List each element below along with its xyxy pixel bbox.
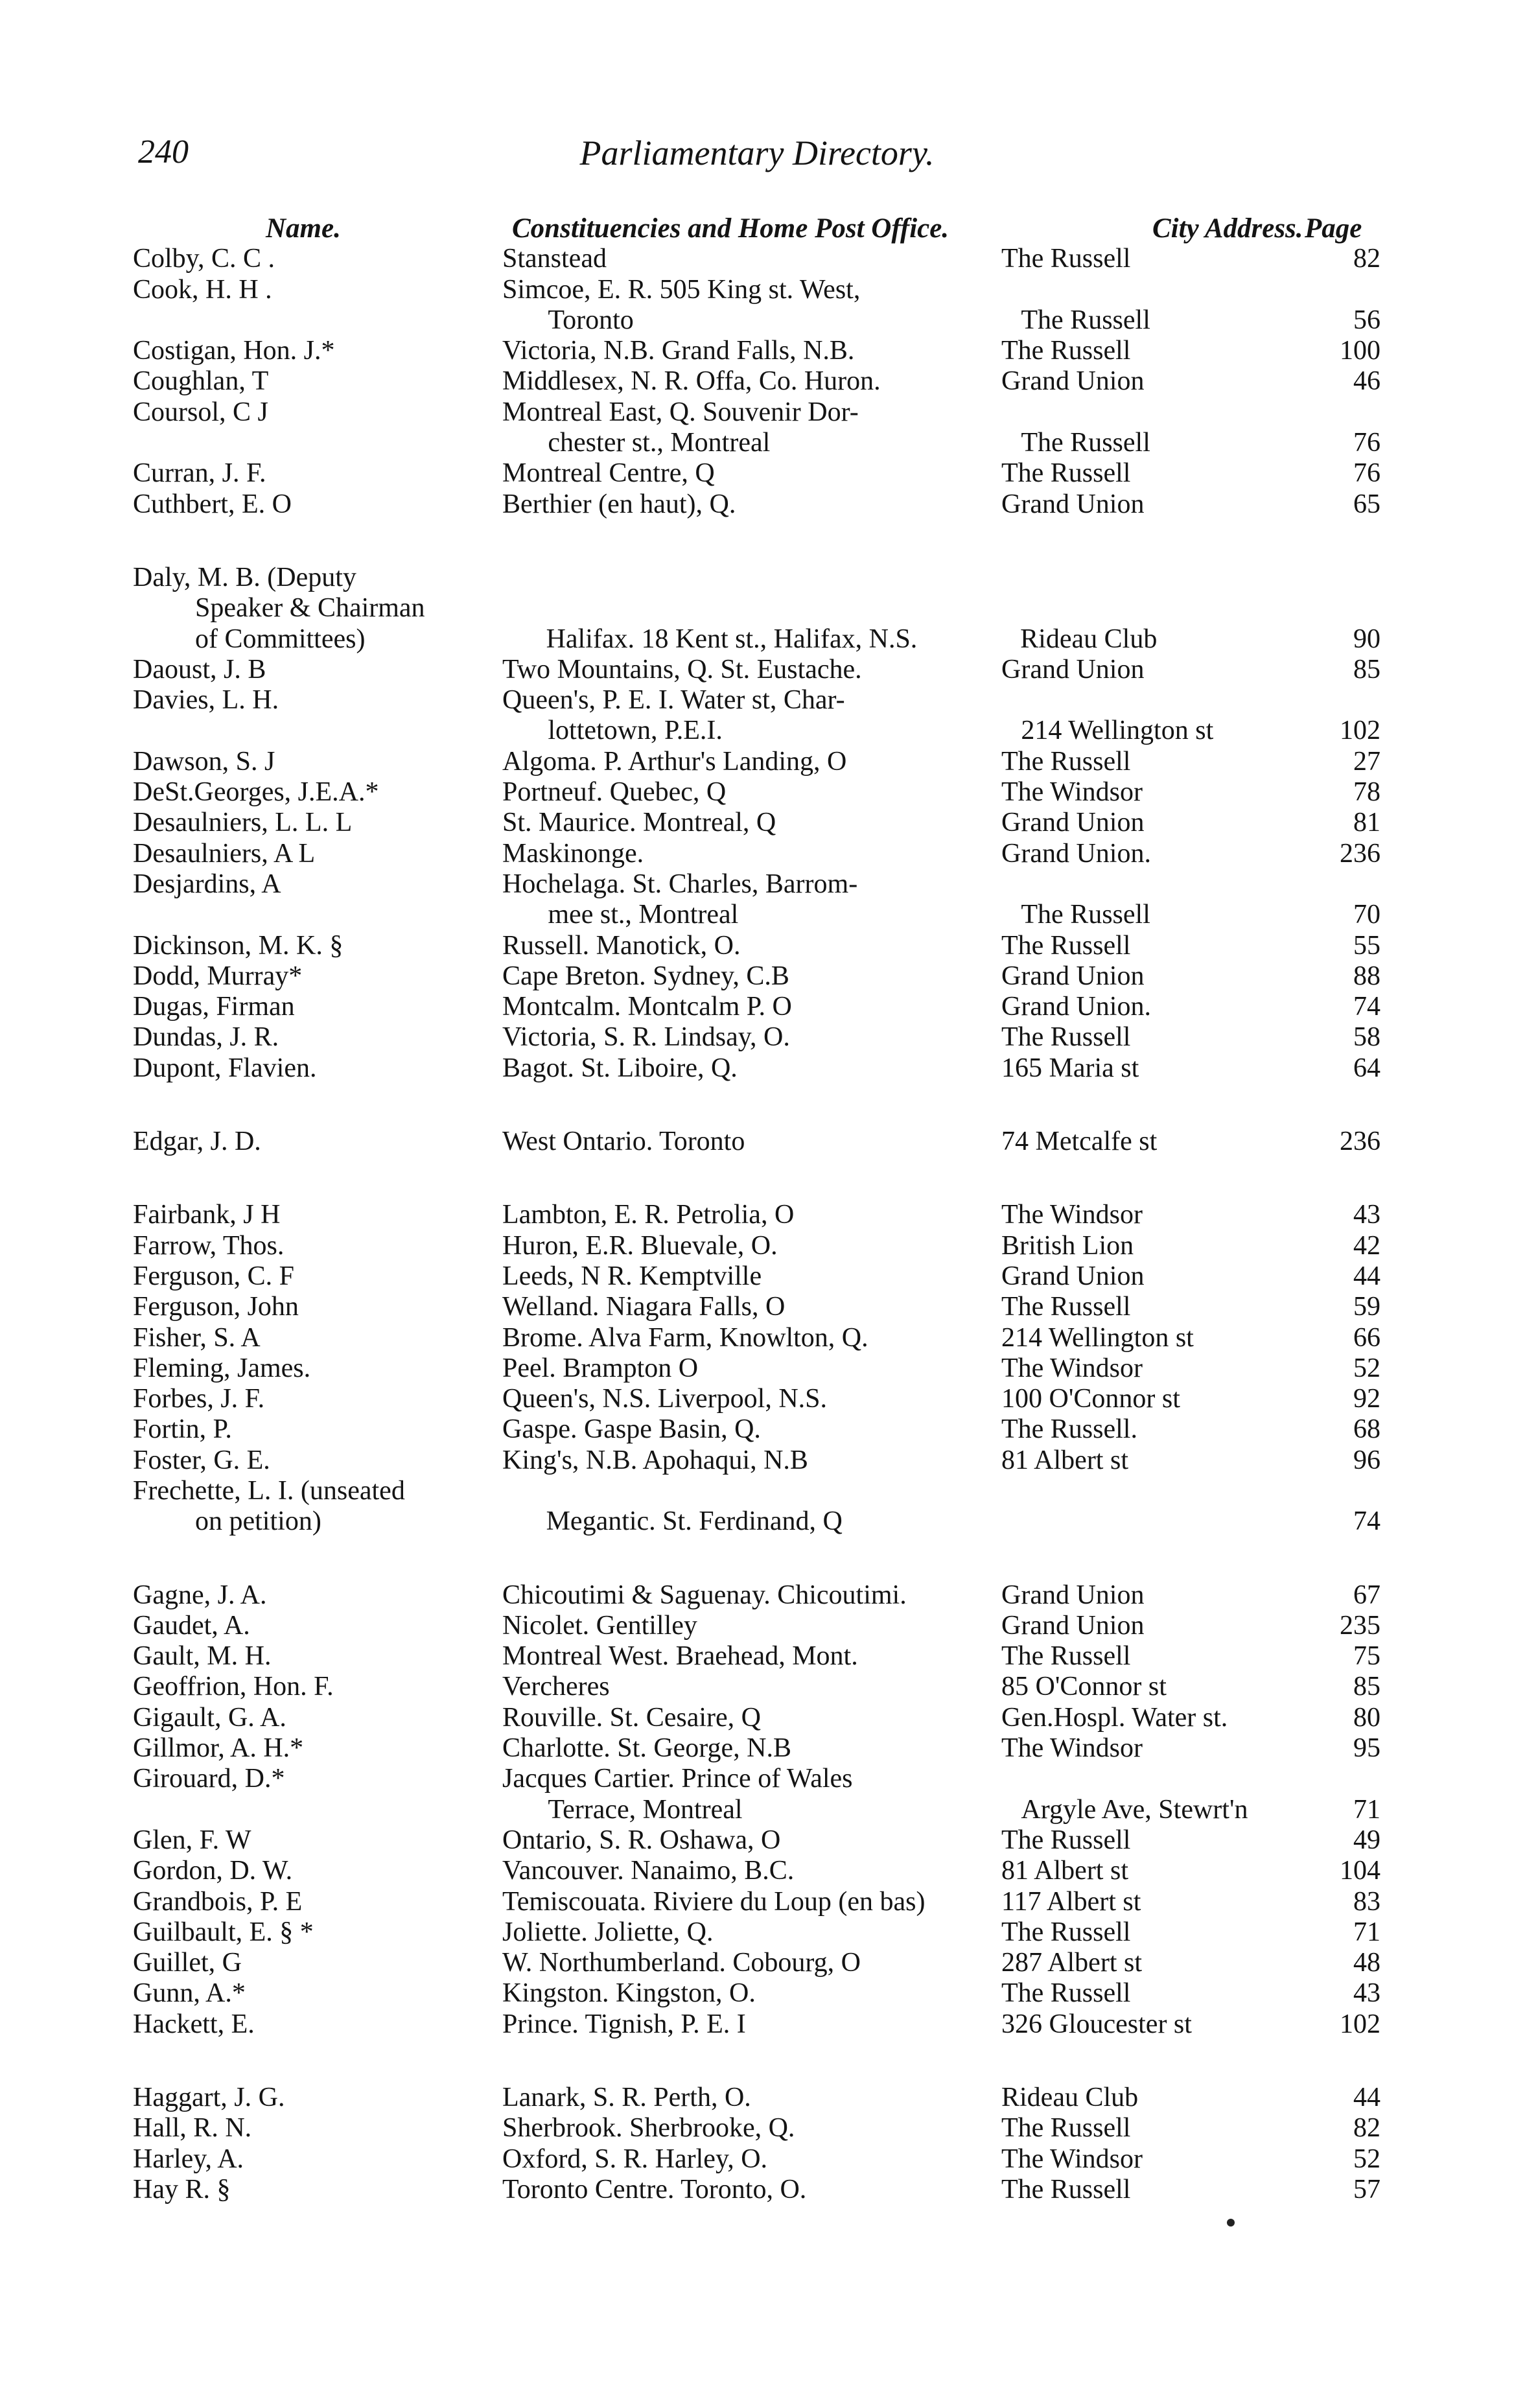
directory-row xyxy=(133,336,1380,366)
page-ref: 64 xyxy=(1353,1053,1380,1083)
city-address: The Russell xyxy=(1001,746,1131,777)
member-name: Harley, A. xyxy=(133,2144,244,2174)
constituency: Maskinonge. xyxy=(502,838,644,869)
constituency: Portneuf. Quebec, Q xyxy=(502,777,727,808)
page-ref: 74 xyxy=(1353,1506,1380,1537)
directory-row xyxy=(133,1292,1380,1322)
member-name: Grandbois, P. E xyxy=(133,1886,303,1917)
directory-row xyxy=(133,1611,1380,1641)
constituency: Russell. Manotick, O. xyxy=(502,930,741,961)
page-ref: 81 xyxy=(1353,808,1380,838)
constituency: Vancouver. Nanaimo, B.C. xyxy=(502,1856,795,1886)
directory-row xyxy=(133,1414,1380,1445)
city-address: The Windsor xyxy=(1001,1200,1143,1230)
member-name: Gaudet, A. xyxy=(133,1610,250,1641)
page-ref: 44 xyxy=(1353,2083,1380,2113)
constituency: Oxford, S. R. Harley, O. xyxy=(502,2144,768,2174)
column-header-page: Page xyxy=(1305,213,1362,244)
ink-speck xyxy=(1227,2219,1235,2227)
directory-row xyxy=(133,1702,1380,1733)
page-ref: 58 xyxy=(1353,1022,1380,1053)
page-ref: 52 xyxy=(1353,1353,1380,1383)
section-gap xyxy=(133,1084,1380,1127)
page-ref: 96 xyxy=(1353,1445,1380,1475)
constituency: Stanstead xyxy=(502,244,607,274)
directory-row xyxy=(133,1917,1380,1948)
city-address: 214 Wellington st xyxy=(1021,716,1214,746)
directory-row xyxy=(133,2083,1380,2113)
directory-row xyxy=(133,685,1380,716)
page-ref: 55 xyxy=(1353,930,1380,961)
member-name: Hackett, E. xyxy=(133,2009,255,2039)
page-ref: 57 xyxy=(1353,2174,1380,2204)
page-ref: 88 xyxy=(1353,961,1380,991)
directory-row xyxy=(133,305,1380,336)
directory-row xyxy=(133,1384,1380,1414)
member-name: Haggart, J. G. xyxy=(133,2083,285,2113)
page-ref: 59 xyxy=(1353,1292,1380,1322)
member-name: Guillet, G xyxy=(133,1948,242,1978)
page-ref: 102 xyxy=(1340,2009,1380,2039)
member-name: Dundas, J. R. xyxy=(133,1022,279,1053)
directory-row xyxy=(133,1506,1380,1537)
directory-row xyxy=(133,746,1380,777)
page-ref: 71 xyxy=(1353,1794,1381,1825)
constituency: lottetown, P.E.I. xyxy=(548,716,723,746)
constituency: Toronto Centre. Toronto, O. xyxy=(502,2174,807,2204)
city-address: The Russell xyxy=(1001,930,1131,961)
city-address: 287 Albert st xyxy=(1001,1948,1142,1978)
city-address: Grand Union xyxy=(1001,1580,1145,1610)
city-address: Grand Union xyxy=(1001,961,1145,991)
page-ref: 95 xyxy=(1353,1733,1380,1764)
city-address: Argyle Ave, Stewrt'n xyxy=(1021,1794,1248,1825)
member-name: Edgar, J. D. xyxy=(133,1127,261,1157)
constituency: St. Maurice. Montreal, Q xyxy=(502,808,776,838)
directory-row xyxy=(133,1322,1380,1353)
directory-row xyxy=(133,1445,1380,1475)
constituency: Prince. Tignish, P. E. I xyxy=(502,2009,746,2039)
page-ref: 48 xyxy=(1353,1948,1380,1978)
city-address: The Russell xyxy=(1021,428,1150,458)
page-ref: 85 xyxy=(1353,654,1380,684)
page-ref: 56 xyxy=(1353,305,1381,335)
member-name: Hall, R. N. xyxy=(133,2113,252,2144)
member-name: on petition) xyxy=(195,1506,321,1537)
member-name: Gagne, J. A. xyxy=(133,1580,267,1610)
constituency: Megantic. St. Ferdinand, Q xyxy=(546,1506,843,1537)
member-name: Gunn, A.* xyxy=(133,1978,246,2009)
directory-row xyxy=(133,900,1380,930)
page-ref: 75 xyxy=(1353,1641,1380,1672)
constituency: Jacques Cartier. Prince of Wales xyxy=(502,1764,853,1794)
directory-row xyxy=(133,1641,1380,1672)
directory-row xyxy=(133,397,1380,427)
page-ref: 42 xyxy=(1353,1230,1380,1261)
section-gap xyxy=(133,1157,1380,1200)
constituency: Lanark, S. R. Perth, O. xyxy=(502,2083,751,2113)
constituency: Montcalm. Montcalm P. O xyxy=(502,992,792,1022)
page-ref: 67 xyxy=(1353,1580,1380,1610)
directory-row xyxy=(133,1476,1380,1506)
constituency: Queen's, P. E. I. Water st, Char- xyxy=(502,685,845,716)
page-ref: 43 xyxy=(1353,1200,1380,1230)
constituency: Vercheres xyxy=(502,1672,610,1702)
directory-row xyxy=(133,777,1380,808)
constituency: Gaspe. Gaspe Basin, Q. xyxy=(502,1414,761,1445)
constituency: Algoma. P. Arthur's Landing, O xyxy=(502,746,847,777)
directory-row xyxy=(133,1948,1380,1978)
section-gap xyxy=(133,520,1380,563)
city-address: Grand Union xyxy=(1001,654,1145,684)
city-address: The Russell xyxy=(1001,2113,1131,2144)
directory-row xyxy=(133,1230,1380,1261)
constituency: Chicoutimi & Saguenay. Chicoutimi. xyxy=(502,1580,907,1610)
directory-row xyxy=(133,244,1380,274)
constituency: Montreal West. Braehead, Mont. xyxy=(502,1641,858,1672)
page-ref: 43 xyxy=(1353,1978,1380,2009)
constituency: West Ontario. Toronto xyxy=(502,1127,745,1157)
member-name: Ferguson, John xyxy=(133,1292,299,1322)
page-ref: 236 xyxy=(1340,1127,1380,1157)
directory-row xyxy=(133,2175,1380,2205)
member-name: Coughlan, T xyxy=(133,366,269,397)
city-address: The Russell xyxy=(1001,2174,1131,2204)
city-address: The Russell xyxy=(1021,305,1150,335)
constituency: Cape Breton. Sydney, C.B xyxy=(502,961,789,991)
member-name: Geoffrion, Hon. F. xyxy=(133,1672,334,1702)
member-name: Dodd, Murray* xyxy=(133,961,303,991)
member-name: Guilbault, E. § * xyxy=(133,1917,314,1947)
member-name: Fisher, S. A xyxy=(133,1322,261,1353)
member-name: Frechette, L. I. (unseated xyxy=(133,1475,405,1506)
constituency: Middlesex, N. R. Offa, Co. Huron. xyxy=(502,366,881,397)
directory-row xyxy=(133,1261,1380,1292)
member-name: Gault, M. H. xyxy=(133,1641,272,1672)
page-ref: 82 xyxy=(1353,244,1380,274)
directory-row xyxy=(133,489,1380,519)
city-address: Grand Union. xyxy=(1001,992,1151,1022)
running-title: Parliamentary Directory. xyxy=(579,134,935,172)
member-name: Curran, J. F. xyxy=(133,458,266,489)
city-address: Grand Union. xyxy=(1001,838,1151,869)
directory-row xyxy=(133,930,1380,961)
city-address: The Russell xyxy=(1001,1978,1131,2009)
page-ref: 104 xyxy=(1340,1856,1380,1886)
city-address: The Russell xyxy=(1001,244,1131,274)
member-name: Gillmor, A. H.* xyxy=(133,1733,304,1764)
section-gap xyxy=(133,2040,1380,2083)
directory-row xyxy=(133,1978,1380,2009)
directory-row xyxy=(133,2144,1380,2174)
member-name: Cuthbert, E. O xyxy=(133,489,292,519)
directory-row xyxy=(133,1825,1380,1856)
page-ref: 49 xyxy=(1353,1825,1380,1855)
page-ref: 68 xyxy=(1353,1414,1380,1445)
constituency: Kingston. Kingston, O. xyxy=(502,1978,756,2009)
page-ref: 100 xyxy=(1340,336,1380,366)
city-address: 74 Metcalfe st xyxy=(1001,1127,1158,1157)
directory-row xyxy=(133,1764,1380,1794)
member-name: Daly, M. B. (Deputy xyxy=(133,562,356,592)
member-name: Fleming, James. xyxy=(133,1353,311,1383)
constituency: Ontario, S. R. Oshawa, O xyxy=(502,1825,781,1855)
constituency: chester st., Montreal xyxy=(548,428,771,458)
constituency: Montreal Centre, Q xyxy=(502,458,715,489)
directory-row xyxy=(133,655,1380,685)
directory-row xyxy=(133,1794,1380,1825)
directory-row xyxy=(133,1127,1380,1157)
member-name: Glen, F. W xyxy=(133,1825,251,1855)
constituency: Nicolet. Gentilley xyxy=(502,1610,697,1641)
city-address: Grand Union xyxy=(1001,1610,1145,1641)
constituency: King's, N.B. Apohaqui, N.B xyxy=(502,1445,808,1475)
page-ref: 102 xyxy=(1340,716,1381,746)
constituency: Queen's, N.S. Liverpool, N.S. xyxy=(502,1384,828,1414)
page-ref: 85 xyxy=(1353,1672,1380,1702)
constituency: Welland. Niagara Falls, O xyxy=(502,1292,786,1322)
member-name: Daoust, J. B xyxy=(133,654,266,684)
directory-row xyxy=(133,366,1380,397)
member-name: Desaulniers, A L xyxy=(133,838,316,869)
section-gap xyxy=(133,1537,1380,1580)
city-address: The Russell xyxy=(1001,1641,1131,1672)
member-name: Davies, L. H. xyxy=(133,685,279,716)
city-address: The Russell xyxy=(1001,1022,1131,1053)
directory-row xyxy=(133,274,1380,305)
page-ref: 44 xyxy=(1353,1261,1380,1291)
city-address: Grand Union xyxy=(1001,366,1145,397)
city-address: The Russell xyxy=(1001,1917,1131,1947)
city-address: The Russell xyxy=(1021,900,1150,930)
constituency: Terrace, Montreal xyxy=(548,1794,743,1825)
page-ref: 66 xyxy=(1353,1322,1380,1353)
city-address: Rideau Club xyxy=(1020,624,1158,654)
constituency: Temiscouata. Riviere du Loup (en bas) xyxy=(502,1886,926,1917)
page-ref: 92 xyxy=(1353,1384,1380,1414)
page-ref: 76 xyxy=(1353,428,1381,458)
page-ref: 52 xyxy=(1353,2144,1380,2174)
member-name: Hay R. § xyxy=(133,2174,231,2204)
member-name: Dupont, Flavien. xyxy=(133,1053,317,1083)
directory-listing xyxy=(133,244,1380,2205)
city-address: Gen.Hospl. Water st. xyxy=(1001,1702,1228,1733)
directory-row xyxy=(133,1200,1380,1230)
constituency: Berthier (en haut), Q. xyxy=(502,489,736,519)
city-address: The Windsor xyxy=(1001,2144,1143,2174)
page-ref: 65 xyxy=(1353,489,1380,519)
city-address: Rideau Club xyxy=(1001,2083,1139,2113)
city-address: The Russell xyxy=(1001,1292,1131,1322)
directory-row xyxy=(133,1886,1380,1917)
constituency: Montreal East, Q. Souvenir Dor- xyxy=(502,397,859,427)
page-ref: 82 xyxy=(1353,2113,1380,2144)
constituency: mee st., Montreal xyxy=(548,900,739,930)
column-header-city: City Address. xyxy=(1152,213,1303,244)
constituency: W. Northumberland. Cobourg, O xyxy=(502,1948,861,1978)
directory-row xyxy=(133,869,1380,900)
page-ref: 74 xyxy=(1353,992,1380,1022)
column-header-name: Name. xyxy=(266,213,341,244)
page-ref: 236 xyxy=(1340,838,1380,869)
city-address: The Windsor xyxy=(1001,1733,1143,1764)
directory-row xyxy=(133,1580,1380,1610)
member-name: Fairbank, J H xyxy=(133,1200,281,1230)
member-name: Ferguson, C. F xyxy=(133,1261,294,1291)
city-address: 214 Wellington st xyxy=(1001,1322,1194,1353)
city-address: 81 Albert st xyxy=(1001,1445,1128,1475)
city-address: The Russell. xyxy=(1001,1414,1137,1445)
city-address: 326 Gloucester st xyxy=(1001,2009,1192,2039)
member-name: of Committees) xyxy=(195,624,366,654)
directory-row xyxy=(133,1672,1380,1702)
constituency: Simcoe, E. R. 505 King st. West, xyxy=(502,274,861,305)
directory-row xyxy=(133,1022,1380,1053)
page-ref: 80 xyxy=(1353,1702,1380,1733)
directory-row xyxy=(133,1856,1380,1886)
city-address: The Windsor xyxy=(1001,1353,1143,1383)
directory-row xyxy=(133,458,1380,489)
constituency: Charlotte. St. George, N.B xyxy=(502,1733,792,1764)
directory-row xyxy=(133,716,1380,746)
page-ref: 235 xyxy=(1340,1610,1380,1641)
directory-row xyxy=(133,2113,1380,2144)
city-address: The Russell xyxy=(1001,336,1131,366)
page-number: 240 xyxy=(138,134,189,170)
constituency: Hochelaga. St. Charles, Barrom- xyxy=(502,869,858,899)
city-address: 85 O'Connor st xyxy=(1001,1672,1167,1702)
directory-row xyxy=(133,1353,1380,1384)
constituency: Lambton, E. R. Petrolia, O xyxy=(502,1200,795,1230)
constituency: Sherbrook. Sherbrooke, Q. xyxy=(502,2113,795,2144)
member-name: Foster, G. E. xyxy=(133,1445,270,1475)
city-address: 100 O'Connor st xyxy=(1001,1384,1180,1414)
constituency: Toronto xyxy=(548,305,634,335)
city-address: 117 Albert st xyxy=(1001,1886,1141,1917)
constituency: Victoria, S. R. Lindsay, O. xyxy=(502,1022,790,1053)
city-address: The Russell xyxy=(1001,458,1131,489)
page-ref: 70 xyxy=(1353,900,1381,930)
member-name: Girouard, D.* xyxy=(133,1764,285,1794)
member-name: Costigan, Hon. J.* xyxy=(133,336,335,366)
member-name: Dugas, Firman xyxy=(133,992,295,1022)
constituency: Halifax. 18 Kent st., Halifax, N.S. xyxy=(546,624,918,654)
city-address: British Lion xyxy=(1001,1230,1134,1261)
column-header-constituency: Constituencies and Home Post Office. xyxy=(512,213,949,244)
page-ref: 27 xyxy=(1353,746,1380,777)
directory-row xyxy=(133,992,1380,1022)
directory-row xyxy=(133,624,1380,654)
page-ref: 46 xyxy=(1353,366,1380,397)
directory-row xyxy=(133,961,1380,992)
member-name: Desaulniers, L. L. L xyxy=(133,808,353,838)
page-ref: 76 xyxy=(1353,458,1380,489)
page-ref: 71 xyxy=(1353,1917,1380,1947)
city-address: The Russell xyxy=(1001,1825,1131,1855)
constituency: Huron, E.R. Bluevale, O. xyxy=(502,1230,778,1261)
city-address: Grand Union xyxy=(1001,489,1145,519)
member-name: Dickinson, M. K. § xyxy=(133,930,344,961)
member-name: Dawson, S. J xyxy=(133,746,275,777)
member-name: Gigault, G. A. xyxy=(133,1702,286,1733)
directory-row xyxy=(133,563,1380,593)
page-ref: 90 xyxy=(1353,624,1380,654)
directory-row xyxy=(133,1733,1380,1764)
directory-row xyxy=(133,808,1380,838)
directory-row xyxy=(133,838,1380,869)
member-name: Colby, C. C . xyxy=(133,244,275,274)
constituency: Peel. Brampton O xyxy=(502,1353,699,1383)
member-name: Desjardins, A xyxy=(133,869,281,899)
page-ref: 83 xyxy=(1353,1886,1380,1917)
member-name: Coursol, C J xyxy=(133,397,268,427)
member-name: Forbes, J. F. xyxy=(133,1384,265,1414)
member-name: Farrow, Thos. xyxy=(133,1230,285,1261)
constituency: Bagot. St. Liboire, Q. xyxy=(502,1053,738,1083)
constituency: Two Mountains, Q. St. Eustache. xyxy=(502,654,862,684)
member-name: Cook, H. H . xyxy=(133,274,272,305)
city-address: 165 Maria st xyxy=(1001,1053,1139,1083)
city-address: Grand Union xyxy=(1001,1261,1145,1291)
member-name: Gordon, D. W. xyxy=(133,1856,293,1886)
directory-row xyxy=(133,593,1380,624)
constituency: Rouville. St. Cesaire, Q xyxy=(502,1702,761,1733)
constituency: Brome. Alva Farm, Knowlton, Q. xyxy=(502,1322,868,1353)
city-address: The Windsor xyxy=(1001,777,1143,808)
member-name: DeSt.Georges, J.E.A.* xyxy=(133,777,379,808)
member-name: Fortin, P. xyxy=(133,1414,232,1445)
member-name: Speaker & Chairman xyxy=(195,593,425,624)
city-address: 81 Albert st xyxy=(1001,1856,1128,1886)
constituency: Victoria, N.B. Grand Falls, N.B. xyxy=(502,336,855,366)
constituency: Leeds, N R. Kemptville xyxy=(502,1261,762,1291)
directory-row xyxy=(133,1053,1380,1083)
page-ref: 78 xyxy=(1353,777,1380,808)
city-address: Grand Union xyxy=(1001,808,1145,838)
constituency: Joliette. Joliette, Q. xyxy=(502,1917,714,1947)
directory-row xyxy=(133,428,1380,458)
directory-row xyxy=(133,2009,1380,2039)
